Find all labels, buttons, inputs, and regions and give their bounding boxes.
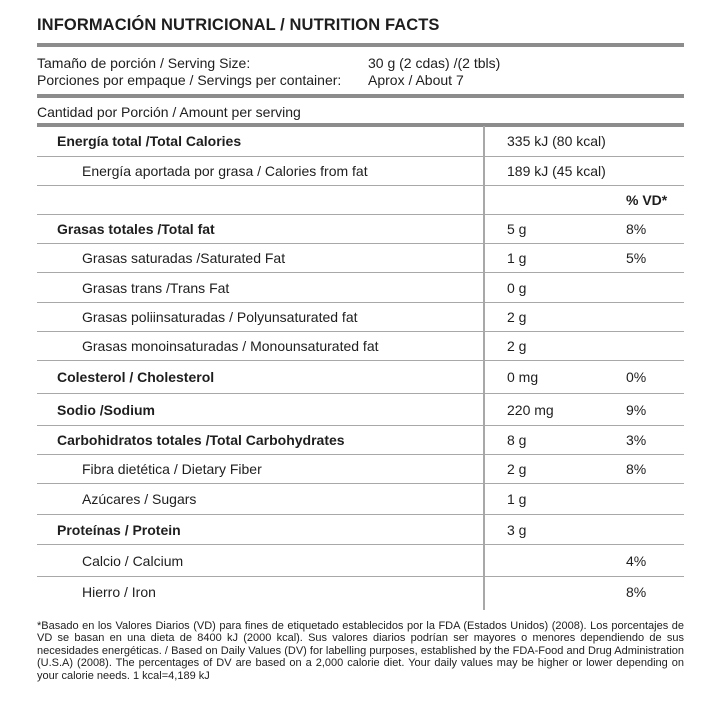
nutrient-row	[37, 577, 684, 607]
nutrient-label: Hierro / Iron	[82, 584, 156, 600]
nutrient-amount: 335 kJ (80 kcal)	[507, 133, 606, 149]
nutrient-amount: 220 mg	[507, 401, 554, 418]
servings-per-container-value: Aprox / About 7	[368, 72, 464, 88]
nutrient-label: Carbohidratos totales /Total Carbohydrates	[57, 432, 345, 448]
nutrient-label: Calcio / Calcium	[82, 552, 184, 569]
nutrient-label: Grasas saturadas /Saturated Fat	[82, 250, 286, 266]
nutrient-row	[37, 273, 684, 303]
nutrient-dv: 3%	[626, 432, 647, 448]
nutrient-label: Grasas trans /Trans Fat	[82, 279, 230, 296]
nutrient-row	[37, 244, 684, 273]
nutrient-amount: 1 g	[507, 250, 527, 266]
serving-divider	[37, 94, 684, 98]
nutrient-label: Energía aportada por grasa / Calories from fat	[82, 163, 368, 179]
nutrient-row	[37, 303, 684, 332]
serving-size-value: 30 g (2 cdas) /(2 tbls)	[368, 55, 501, 71]
nutrient-amount: 1 g	[507, 491, 527, 507]
title-divider	[37, 43, 684, 47]
servings-per-container-row	[37, 72, 464, 88]
dv-header-row	[37, 186, 684, 215]
footnote: *Basado en los Valores Diarios (VD) para fines de etiquetado establecidos por la FDA (Estados Unidos) (2008). Los porcentajes de VD se basan en una dieta de 8400 kJ (2000 kcal). Sus valores diarios podrían ser mayores o menores dependiendo de sus necesidades energéticas. / Based on Daily Values (DV) for labelling purposes, established by the FDA-Food and Drug Administration (U.S.A) (2008). The percentages of DV are based on a 2,000 calorie diet. Your daily values may be higher or lower depending on your calorie needs. 1 kcal=4,189 kJ	[37, 620, 684, 682]
nutrient-amount: 0 mg	[507, 369, 539, 385]
nutrient-label: Colesterol / Cholesterol	[57, 369, 215, 385]
nutrient-dv: 8%	[626, 221, 647, 237]
nutrient-row	[37, 126, 684, 157]
nutrient-amount: 2 g	[507, 309, 527, 325]
nutrient-amount: 189 kJ (45 kcal)	[507, 163, 606, 179]
nutrient-dv: 4%	[626, 552, 647, 569]
nutrient-dv: 5%	[626, 250, 647, 266]
amount-per-serving: Cantidad por Porción / Amount per serving	[37, 104, 301, 120]
nutrient-amount: 5 g	[507, 221, 527, 237]
nutrient-amount: 2 g	[507, 338, 527, 354]
nutrient-dv: 9%	[626, 401, 647, 418]
nutrient-label: Grasas monoinsaturadas / Monounsaturated fat	[82, 338, 379, 354]
nutrient-label: Sodio /Sodium	[57, 401, 155, 418]
nutrient-amount: 3 g	[507, 521, 527, 538]
nutrient-label: Fibra dietética / Dietary Fiber	[82, 461, 262, 477]
nutrient-dv: 0%	[626, 369, 647, 385]
nutrient-label: Grasas totales /Total fat	[57, 221, 215, 237]
nutrient-row	[37, 484, 684, 515]
nutrient-label: Azúcares / Sugars	[82, 491, 197, 507]
serving-size-row	[37, 55, 501, 71]
nutrient-amount: 0 g	[507, 279, 527, 296]
nutrient-row	[37, 361, 684, 394]
dv-header: % VD*	[626, 192, 668, 208]
nutrient-row	[37, 426, 684, 455]
nutrient-row	[37, 545, 684, 577]
nutrient-dv: 8%	[626, 584, 647, 600]
nutrient-row	[37, 515, 684, 545]
nutrition-facts-title: INFORMACIÓN NUTRICIONAL / NUTRITION FACTS	[37, 16, 440, 34]
servings-per-container-label: Porciones por empaque / Servings per container:	[37, 72, 342, 88]
nutrient-row	[37, 455, 684, 484]
nutrient-label: Proteínas / Protein	[57, 521, 181, 538]
nutrient-row	[37, 215, 684, 244]
nutrient-row	[37, 332, 684, 361]
nutrient-label: Grasas poliinsaturadas / Polyunsaturated fat	[82, 309, 358, 325]
nutrient-amount: 8 g	[507, 432, 527, 448]
nutrient-row	[37, 157, 684, 186]
nutrient-amount: 2 g	[507, 461, 527, 477]
nutrient-table	[37, 126, 684, 610]
nutrient-label: Energía total /Total Calories	[57, 133, 242, 149]
nutrient-dv: 8%	[626, 461, 647, 477]
serving-size-label: Tamaño de porción / Serving Size:	[37, 55, 251, 71]
nutrient-row	[37, 394, 684, 426]
